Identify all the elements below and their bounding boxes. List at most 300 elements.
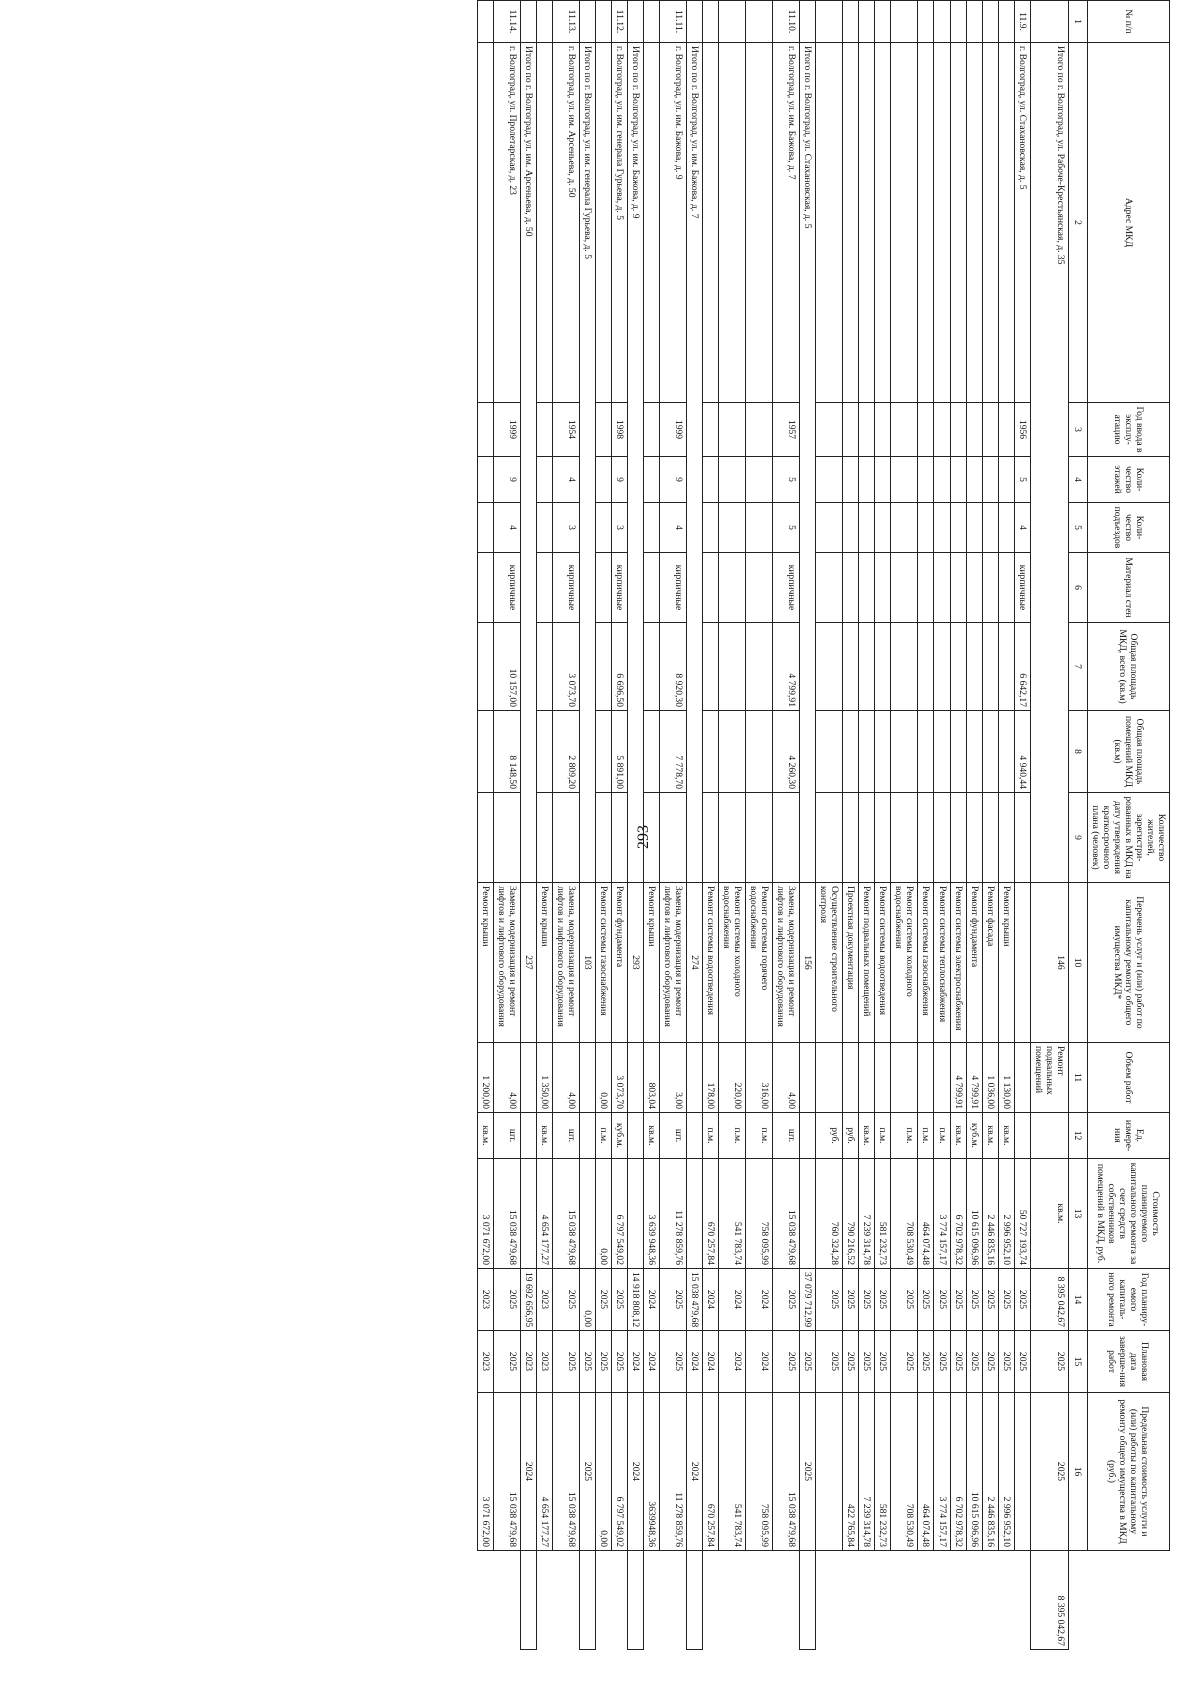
empty-cell (477, 623, 493, 711)
number-cell (800, 1, 816, 43)
empty-cell (891, 623, 918, 711)
repair-year: 2024 (746, 1269, 773, 1331)
rooms-area: 4 260,30 (773, 711, 800, 793)
empty-cell (982, 457, 998, 503)
rooms-area: 5 891,00 (611, 711, 627, 793)
empty-cell (950, 711, 966, 793)
empty-cell (477, 793, 493, 883)
limit-cost: 2 446 835,16 (982, 1393, 998, 1551)
empty-cell (816, 623, 843, 711)
resident-count: 293 (627, 883, 643, 1043)
work-volume (627, 1113, 643, 1159)
finish-date: 2025 (875, 1331, 891, 1393)
work-name: Ремонт фасада (982, 883, 998, 1043)
cost-cell: 581 232,73 (875, 1159, 891, 1269)
work-row (966, 1, 982, 1650)
limit-cost: 11 278 859,76 (659, 1393, 686, 1551)
cost-cell: 758 095,99 (746, 1159, 773, 1269)
empty-cell (843, 1, 859, 43)
empty-cell (918, 457, 934, 503)
empty-cell (859, 503, 875, 553)
empty-cell (536, 403, 552, 457)
empty-cell (746, 711, 773, 793)
work-row (816, 1, 843, 1650)
cost-cell: 708 530,49 (891, 1159, 918, 1269)
cost-cell: 19 692 656,95 (520, 1269, 536, 1331)
finish-date: 2025 (843, 1331, 859, 1393)
empty-cell (477, 503, 493, 553)
empty-cell (950, 503, 966, 553)
limit-cost (520, 1551, 536, 1650)
work-volume: 316,00 (746, 1043, 773, 1113)
work-row (643, 1, 659, 1650)
floor-count: 4 (552, 457, 579, 503)
empty-cell (703, 623, 719, 711)
index-cell: 9 (1068, 793, 1087, 883)
work-name: Ремонт системы водоотведения (875, 883, 891, 1043)
empty-cell (950, 623, 966, 711)
empty-cell (998, 43, 1014, 403)
year-built: 1999 (659, 403, 686, 457)
limit-cost: 758 095,99 (746, 1393, 773, 1551)
unit-cell: кв.м. (859, 1113, 875, 1159)
empty-cell (536, 503, 552, 553)
unit-cell: куб.м. (966, 1113, 982, 1159)
finish-date: 2024 (686, 1393, 702, 1551)
work-volume (859, 1043, 875, 1113)
empty-cell (918, 1, 934, 43)
cost-cell: 7 239 314,78 (859, 1159, 875, 1269)
empty-cell (875, 553, 891, 623)
empty-cell (746, 503, 773, 553)
work-row (703, 1, 719, 1650)
empty-cell (746, 1, 773, 43)
header-cell: Коли-чество подъездов (1087, 503, 1169, 553)
unit-cell: п.м. (719, 1113, 746, 1159)
empty-cell (934, 457, 950, 503)
cost-cell: 2 996 952,10 (998, 1159, 1014, 1269)
empty-cell (950, 1, 966, 43)
cost-cell: 3 071 672,00 (477, 1159, 493, 1269)
year-built: 1999 (493, 403, 520, 457)
work-volume: 3 073,70 (611, 1043, 627, 1113)
repair-year: 2025 (493, 1269, 520, 1331)
finish-date: 2025 (1014, 1331, 1030, 1393)
work-volume: 178,00 (703, 1043, 719, 1113)
cost-cell: 15 038 479,68 (552, 1159, 579, 1269)
cost-cell: 4 654 177,27 (536, 1159, 552, 1269)
cost-cell: 790 216,52 (843, 1159, 859, 1269)
unit-cell: кв.м. (536, 1113, 552, 1159)
empty-cell (918, 553, 934, 623)
empty-cell (477, 1, 493, 43)
empty-cell (703, 43, 719, 403)
limit-cost (1014, 1393, 1030, 1551)
limit-cost (627, 1551, 643, 1650)
index-cell: 14 (1068, 1269, 1087, 1331)
work-volume: 4 799,91 (966, 1043, 982, 1113)
table-body (477, 1, 1068, 1650)
work-volume (579, 1113, 595, 1159)
resident-count: 237 (520, 883, 536, 1043)
building-row (1014, 1, 1030, 1650)
work-name: Проектная документация (843, 883, 859, 1043)
row-number: 11.13. (552, 1, 579, 43)
empty-cell (536, 43, 552, 403)
empty-cell (998, 793, 1014, 883)
rooms-area: 8 148,50 (493, 711, 520, 793)
empty-cell (982, 793, 998, 883)
empty-cell (643, 553, 659, 623)
work-name: Ремонт фундамента (611, 883, 627, 1043)
cost-cell: 15 038 479,68 (773, 1159, 800, 1269)
empty-cell (998, 711, 1014, 793)
empty-cell (859, 403, 875, 457)
building-address: г. Волгоград, ул. им. Арсеньева, д. 50 (552, 43, 579, 403)
total-area: 3 073,70 (552, 623, 579, 711)
empty-cell (703, 457, 719, 503)
building-row (773, 1, 800, 1650)
work-row (477, 1, 493, 1650)
number-cell (520, 1, 536, 43)
empty-cell (875, 403, 891, 457)
limit-cost: 541 783,74 (719, 1393, 746, 1551)
empty-cell (719, 711, 746, 793)
work-row (536, 1, 552, 1650)
work-name: Ремонт фундамента (966, 883, 982, 1043)
resident-count: 156 (800, 883, 816, 1043)
cost-cell: 6 702 978,32 (950, 1159, 966, 1269)
total-row (1030, 1, 1068, 1650)
empty-cell (643, 793, 659, 883)
resident-count (1014, 793, 1030, 883)
building-row (552, 1, 579, 1650)
repair-year: 2025 (611, 1269, 627, 1331)
header-cell: Объем работ (1087, 1043, 1169, 1113)
empty-cell (950, 553, 966, 623)
floor-count: 9 (611, 457, 627, 503)
empty-cell (703, 1, 719, 43)
work-name (1014, 883, 1030, 1043)
finish-date: 2024 (643, 1331, 659, 1393)
wall-material: кирпичные (493, 553, 520, 623)
empty-cell (934, 1, 950, 43)
repair-year: 2024 (686, 1331, 702, 1393)
empty-cell (891, 503, 918, 553)
cost-cell: 760 324,28 (816, 1159, 843, 1269)
repair-year: 2025 (998, 1269, 1014, 1331)
empty-cell (536, 711, 552, 793)
wall-material: кирпичные (611, 553, 627, 623)
resident-count (659, 793, 686, 883)
empty-cell (859, 43, 875, 403)
repair-year: 2024 (719, 1269, 746, 1331)
work-volume: 220,00 (719, 1043, 746, 1113)
unit-cell (627, 1159, 643, 1269)
total-area: 4 799,91 (773, 623, 800, 711)
empty-cell (966, 403, 982, 457)
empty-cell (595, 43, 611, 403)
index-cell: 13 (1068, 1159, 1087, 1269)
number-cell (627, 1, 643, 43)
empty-cell (875, 1, 891, 43)
repair-year: 2025 (816, 1269, 843, 1331)
finish-date: 2023 (536, 1331, 552, 1393)
empty-cell (843, 43, 859, 403)
building-address: г. Волгоград, ул. Стахановская, д. 5 (1014, 43, 1030, 403)
cost-cell: 8 395 042,67 (1030, 1269, 1068, 1331)
empty-cell (719, 503, 746, 553)
repair-year: 2025 (1030, 1331, 1068, 1393)
limit-cost: 8 395 042,67 (1030, 1551, 1068, 1650)
cost-cell: 50 727 193,74 (1014, 1159, 1030, 1269)
empty-cell (595, 793, 611, 883)
repair-year: 2023 (520, 1331, 536, 1393)
empty-cell (843, 553, 859, 623)
empty-cell (998, 457, 1014, 503)
work-name: Ремонт крыши (477, 883, 493, 1043)
work-name: Ремонт крыши (536, 883, 552, 1043)
finish-date: 2025 (1030, 1393, 1068, 1551)
work-volume (520, 1113, 536, 1159)
empty-cell (643, 1, 659, 43)
work-name: Ремонт крыши (643, 883, 659, 1043)
work-volume: 3,00 (659, 1043, 686, 1113)
total-row (579, 1, 595, 1650)
limit-cost: 15 038 479,68 (493, 1393, 520, 1551)
empty-cell (719, 553, 746, 623)
empty-cell (982, 403, 998, 457)
total-row (686, 1, 702, 1650)
finish-date: 2025 (579, 1393, 595, 1551)
repair-year: 2025 (934, 1269, 950, 1331)
resident-count (552, 793, 579, 883)
finish-date: 2025 (611, 1331, 627, 1393)
row-number: 11.10. (773, 1, 800, 43)
finish-date: 2024 (520, 1393, 536, 1551)
empty-cell (816, 553, 843, 623)
entrance-count: 4 (1014, 503, 1030, 553)
empty-cell (595, 623, 611, 711)
limit-cost: 2 996 952,10 (998, 1393, 1014, 1551)
empty-cell (816, 793, 843, 883)
empty-cell (816, 43, 843, 403)
repair-year: 2025 (982, 1269, 998, 1331)
empty-cell (595, 553, 611, 623)
total-area: 8 920,30 (659, 623, 686, 711)
repair-year: 2025 (918, 1269, 934, 1331)
empty-cell (703, 503, 719, 553)
header-cell: Материал стен (1087, 553, 1169, 623)
work-volume (875, 1043, 891, 1113)
empty-cell (966, 711, 982, 793)
unit-cell: п.м. (746, 1113, 773, 1159)
total-label: Итого по г. Волгоград, ул. им. генерала Гурьева, д. 5 (579, 43, 595, 883)
column-index-row (1068, 1, 1087, 1650)
rooms-area: 7 778,70 (659, 711, 686, 793)
work-volume (843, 1043, 859, 1113)
limit-cost: 7 239 314,78 (859, 1393, 875, 1551)
empty-cell (859, 1, 875, 43)
header-cell: Перечень услуг и (или) работ по капитальному ремонту общего имущества МКД* (1087, 883, 1169, 1043)
work-name: Замена, модернизация и ремонт лифтов и лифтового оборудования (773, 883, 800, 1043)
work-name: Ремонт системы электроснабжения (950, 883, 966, 1043)
unit-cell (520, 1159, 536, 1269)
header-cell: Плановая дата заверше-ния работ (1087, 1331, 1169, 1393)
building-address: г. Волгоград, ул. им. Бажова, д. 9 (659, 43, 686, 403)
empty-cell (816, 1, 843, 43)
index-cell: 7 (1068, 623, 1087, 711)
limit-cost: 3639948,36 (643, 1393, 659, 1551)
repair-year: 2025 (552, 1269, 579, 1331)
entrance-count: 3 (552, 503, 579, 553)
total-area: 6 642,17 (1014, 623, 1030, 711)
unit-cell (579, 1159, 595, 1269)
empty-cell (859, 793, 875, 883)
empty-cell (966, 457, 982, 503)
limit-cost (816, 1393, 843, 1551)
index-cell: 15 (1068, 1331, 1087, 1393)
resident-count (611, 793, 627, 883)
empty-cell (918, 403, 934, 457)
total-label: Итого по г. Волгоград, ул. Стахановская, д. 5 (800, 43, 816, 883)
empty-cell (643, 711, 659, 793)
empty-cell (891, 711, 918, 793)
cost-cell: 15 038 479,68 (493, 1159, 520, 1269)
cost-cell: 0,00 (579, 1269, 595, 1331)
resident-count: 146 (1030, 883, 1068, 1043)
empty-cell (536, 623, 552, 711)
work-volume: 1 200,00 (477, 1043, 493, 1113)
empty-cell (918, 793, 934, 883)
empty-cell (934, 553, 950, 623)
wall-material: кирпичные (773, 553, 800, 623)
empty-cell (998, 553, 1014, 623)
empty-cell (477, 457, 493, 503)
empty-cell (843, 403, 859, 457)
empty-cell (536, 793, 552, 883)
empty-cell (982, 553, 998, 623)
index-cell: 2 (1068, 43, 1087, 403)
empty-cell (719, 1, 746, 43)
empty-cell (719, 43, 746, 403)
finish-date: 2023 (477, 1331, 493, 1393)
unit-cell: шт. (493, 1113, 520, 1159)
repair-year: 2025 (875, 1269, 891, 1331)
index-cell: 8 (1068, 711, 1087, 793)
cost-cell: 2 446 835,16 (982, 1159, 998, 1269)
work-name: Ремонт системы теплоснабжения (934, 883, 950, 1043)
finish-date: 2025 (595, 1331, 611, 1393)
work-name: Ремонт системы холодного водоснабжения (891, 883, 918, 1043)
work-volume: 803,04 (643, 1043, 659, 1113)
finish-date: 2025 (982, 1331, 998, 1393)
header-cell: Предельная стоимость услуги и (или) работы по капитальному ремонту общего имущества в МКД (руб.) (1087, 1393, 1169, 1551)
repair-year: 2025 (891, 1269, 918, 1331)
limit-cost (800, 1551, 816, 1650)
unit-cell (686, 1159, 702, 1269)
empty-cell (719, 457, 746, 503)
unit-cell: кв.м. (1030, 1159, 1068, 1269)
empty-cell (719, 793, 746, 883)
empty-cell (982, 1, 998, 43)
empty-cell (875, 457, 891, 503)
empty-cell (477, 403, 493, 457)
work-name: Ремонт системы горячего водоснабжения (746, 883, 773, 1043)
index-cell: 11 (1068, 1043, 1087, 1113)
empty-cell (643, 403, 659, 457)
finish-date: 2025 (800, 1393, 816, 1551)
finish-date: 2025 (950, 1331, 966, 1393)
empty-cell (875, 623, 891, 711)
number-cell (686, 1, 702, 43)
work-volume (816, 1043, 843, 1113)
work-name: Ремонт системы водоотведения (703, 883, 719, 1043)
empty-cell (595, 457, 611, 503)
total-label: Итого по г. Волгоград, ул. им. Арсеньева, д. 50 (520, 43, 536, 883)
cost-cell: 464 074,48 (918, 1159, 934, 1269)
work-name: Ремонт системы газоснабжения (918, 883, 934, 1043)
empty-cell (891, 793, 918, 883)
work-name: Замена, модернизация и ремонт лифтов и лифтового оборудования (659, 883, 686, 1043)
repair-year: 2025 (1014, 1269, 1030, 1331)
header-cell: Год планиру-емого капиталь-ного ремонта (1087, 1269, 1169, 1331)
finish-date: 2024 (627, 1393, 643, 1551)
empty-cell (891, 403, 918, 457)
empty-cell (719, 403, 746, 457)
unit-cell: кв.м. (477, 1113, 493, 1159)
finish-date: 2025 (816, 1331, 843, 1393)
empty-cell (859, 711, 875, 793)
finish-date: 2025 (659, 1331, 686, 1393)
cost-cell: 670 257,84 (703, 1159, 719, 1269)
empty-cell (746, 403, 773, 457)
entrance-count: 5 (773, 503, 800, 553)
empty-cell (982, 503, 998, 553)
empty-cell (859, 457, 875, 503)
rooms-area: 4 940,44 (1014, 711, 1030, 793)
work-volume (1030, 1113, 1068, 1159)
entrance-count: 4 (659, 503, 686, 553)
limit-cost: 708 530,49 (891, 1393, 918, 1551)
header-cell: Адрес МКД (1087, 43, 1169, 403)
empty-cell (859, 553, 875, 623)
cost-cell: 10 615 096,96 (966, 1159, 982, 1269)
empty-cell (816, 503, 843, 553)
total-row (627, 1, 643, 1650)
empty-cell (934, 793, 950, 883)
empty-cell (746, 43, 773, 403)
work-row (982, 1, 998, 1650)
empty-cell (918, 711, 934, 793)
work-row (719, 1, 746, 1650)
empty-cell (595, 711, 611, 793)
capital-repair-table (477, 0, 1170, 1650)
empty-cell (966, 1, 982, 43)
empty-cell (934, 503, 950, 553)
repair-year: 2025 (595, 1269, 611, 1331)
empty-cell (982, 623, 998, 711)
index-cell: 3 (1068, 403, 1087, 457)
empty-cell (859, 623, 875, 711)
work-row (918, 1, 934, 1650)
work-volume: 4,00 (493, 1043, 520, 1113)
empty-cell (934, 623, 950, 711)
unit-cell: п.м. (703, 1113, 719, 1159)
empty-cell (643, 43, 659, 403)
cost-cell: 11 278 859,76 (659, 1159, 686, 1269)
unit-cell: кв.м. (998, 1113, 1014, 1159)
